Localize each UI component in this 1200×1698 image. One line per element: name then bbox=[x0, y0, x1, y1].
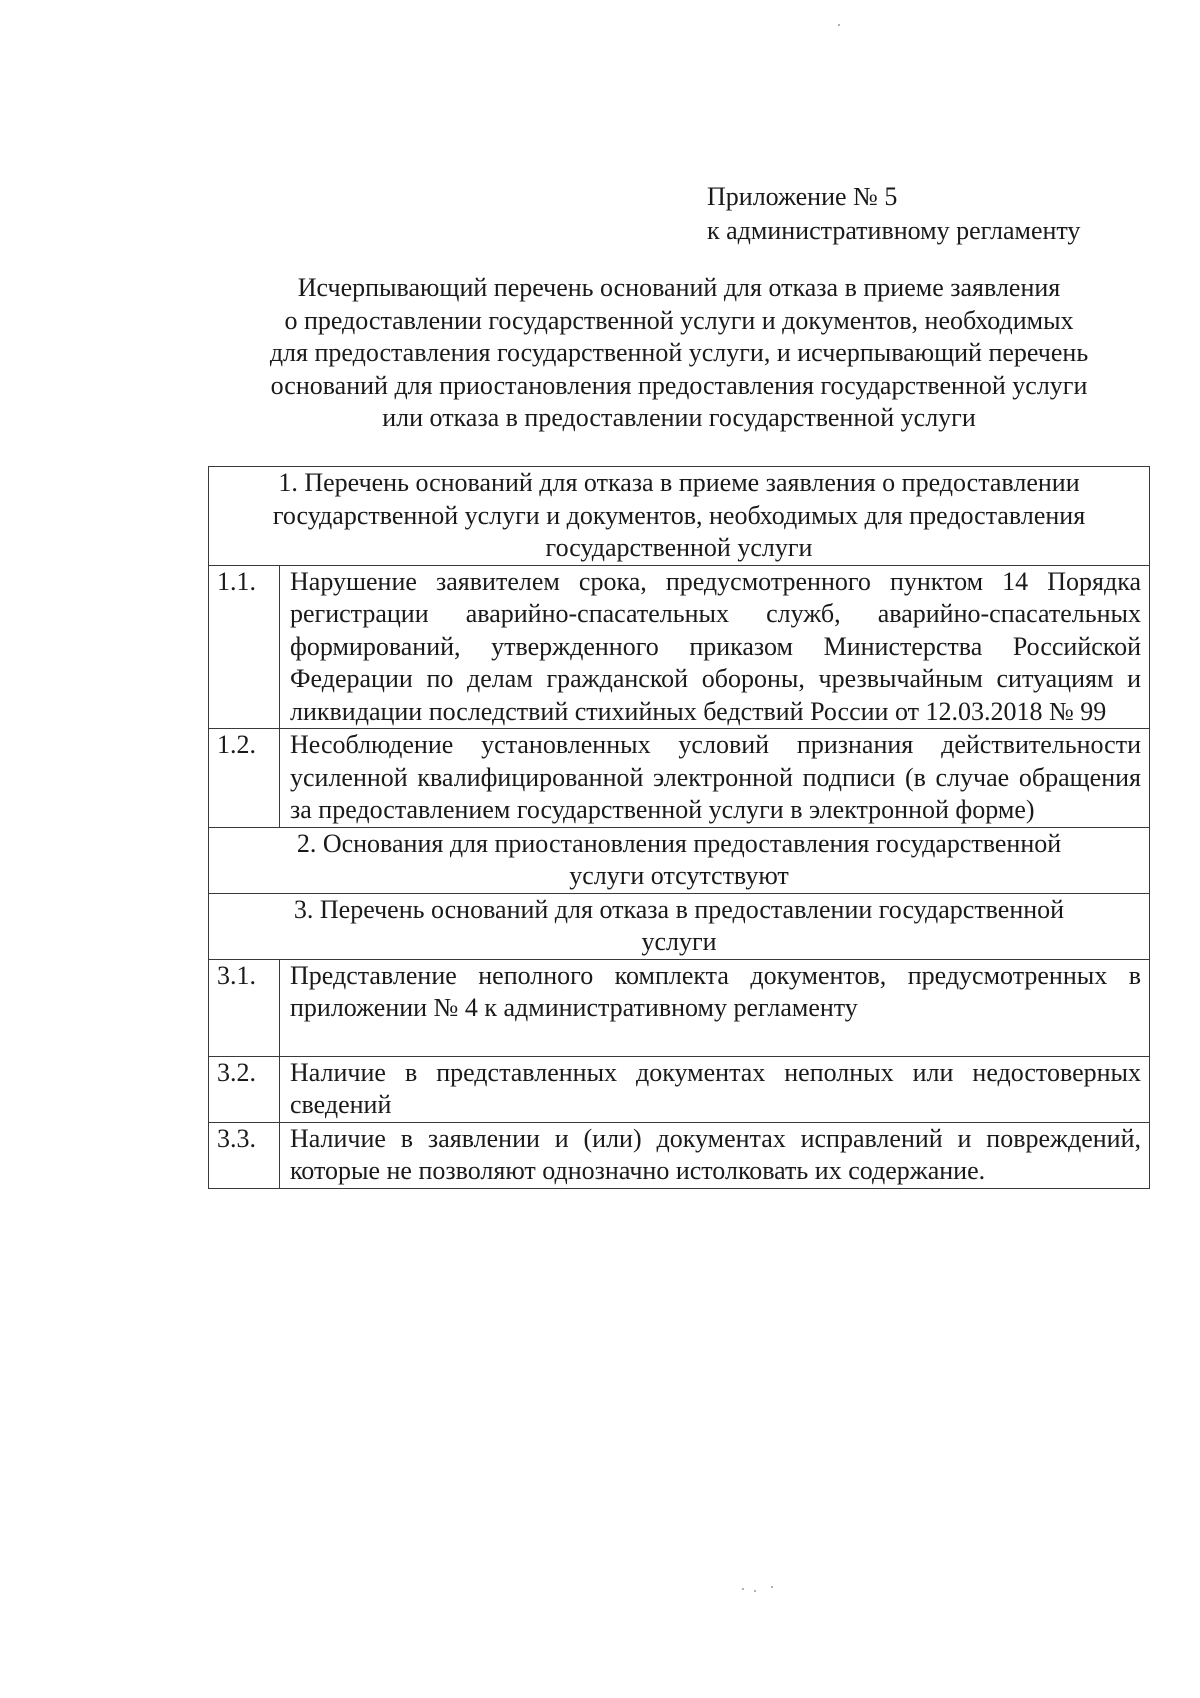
item-text: Наличие в представленных документах неполных или недостоверных сведений bbox=[280, 1056, 1150, 1122]
scan-speck bbox=[771, 1586, 773, 1588]
title-line: или отказа в предоставлении государственной услуги bbox=[382, 403, 976, 432]
section-1-header-line: государственной услуги и документов, необходимых для предоставления bbox=[272, 500, 1086, 530]
item-number: 3.2. bbox=[209, 1056, 280, 1122]
section-1-header-row bbox=[209, 467, 1150, 566]
item-number: 3.3. bbox=[209, 1122, 280, 1188]
table-row bbox=[209, 1122, 1150, 1188]
section-2-header-line: услуги отсутствуют bbox=[569, 861, 789, 890]
scan-speck bbox=[754, 1590, 756, 1592]
item-number: 3.1. bbox=[209, 959, 280, 1056]
attachment-header bbox=[707, 180, 1080, 248]
item-text: Нарушение заявителем срока, предусмотренного пунктом 14 Порядка регистрации аварийно-спасательных служб, аварийно-спасательных формирований, утвержденного приказом Министерства Российской Федерации по делам гражданской обороны, чрезвычайным ситуациям и ликвидации последствий стихийных бедствий России от 12.03.2018 № 99 bbox=[280, 565, 1150, 729]
item-text: Представление неполного комплекта документов, предусмотренных в приложении № 4 к административному регламенту bbox=[280, 959, 1150, 1056]
section-1-header-line: 1. Перечень оснований для отказа в приеме заявления о предоставлении bbox=[278, 468, 1080, 497]
title-line: оснований для приостановления предоставления государственной услуги bbox=[270, 370, 1088, 400]
item-text: Наличие в заявлении и (или) документах исправлений и повреждений, которые не позволяют однозначно истолковать их содержание. bbox=[280, 1122, 1150, 1188]
section-2-header-row bbox=[209, 827, 1150, 893]
item-number: 1.1. bbox=[209, 565, 280, 729]
table-row bbox=[209, 729, 1150, 828]
section-1-header bbox=[209, 467, 1150, 566]
section-3-header-row bbox=[209, 893, 1150, 959]
section-3-header-line: услуги bbox=[641, 927, 717, 956]
title-line: для предоставления государственной услуги, и исчерпывающий перечень bbox=[269, 338, 1089, 367]
grounds-table bbox=[208, 466, 1150, 1189]
table-row bbox=[209, 565, 1150, 729]
table-row bbox=[209, 1056, 1150, 1122]
item-number: 1.2. bbox=[209, 729, 280, 828]
title-line: Исчерпывающий перечень оснований для отказа в приеме заявления bbox=[297, 273, 1061, 302]
title-line: о предоставлении государственной услуги и документов, необходимых bbox=[284, 305, 1074, 335]
table-row bbox=[209, 959, 1150, 1056]
scan-speck bbox=[838, 24, 840, 26]
item-text: Несоблюдение установленных условий признания действительности усиленной квалифицированной электронной подписи (в случае обращения за предоставлением государственной услуги в электронной форме) bbox=[280, 729, 1150, 828]
document-title bbox=[198, 272, 1160, 435]
scan-speck bbox=[742, 1588, 744, 1590]
section-3-header bbox=[209, 893, 1150, 959]
section-2-header bbox=[209, 827, 1150, 893]
attachment-reference: к административному регламенту bbox=[707, 216, 1081, 245]
attachment-number: Приложение № 5 bbox=[707, 182, 898, 211]
section-1-header-line: государственной услуги bbox=[545, 533, 813, 562]
section-3-header-line: 3. Перечень оснований для отказа в предоставлении государственной bbox=[293, 894, 1065, 924]
section-2-header-line: 2. Основания для приостановления предоставления государственной bbox=[296, 828, 1062, 858]
